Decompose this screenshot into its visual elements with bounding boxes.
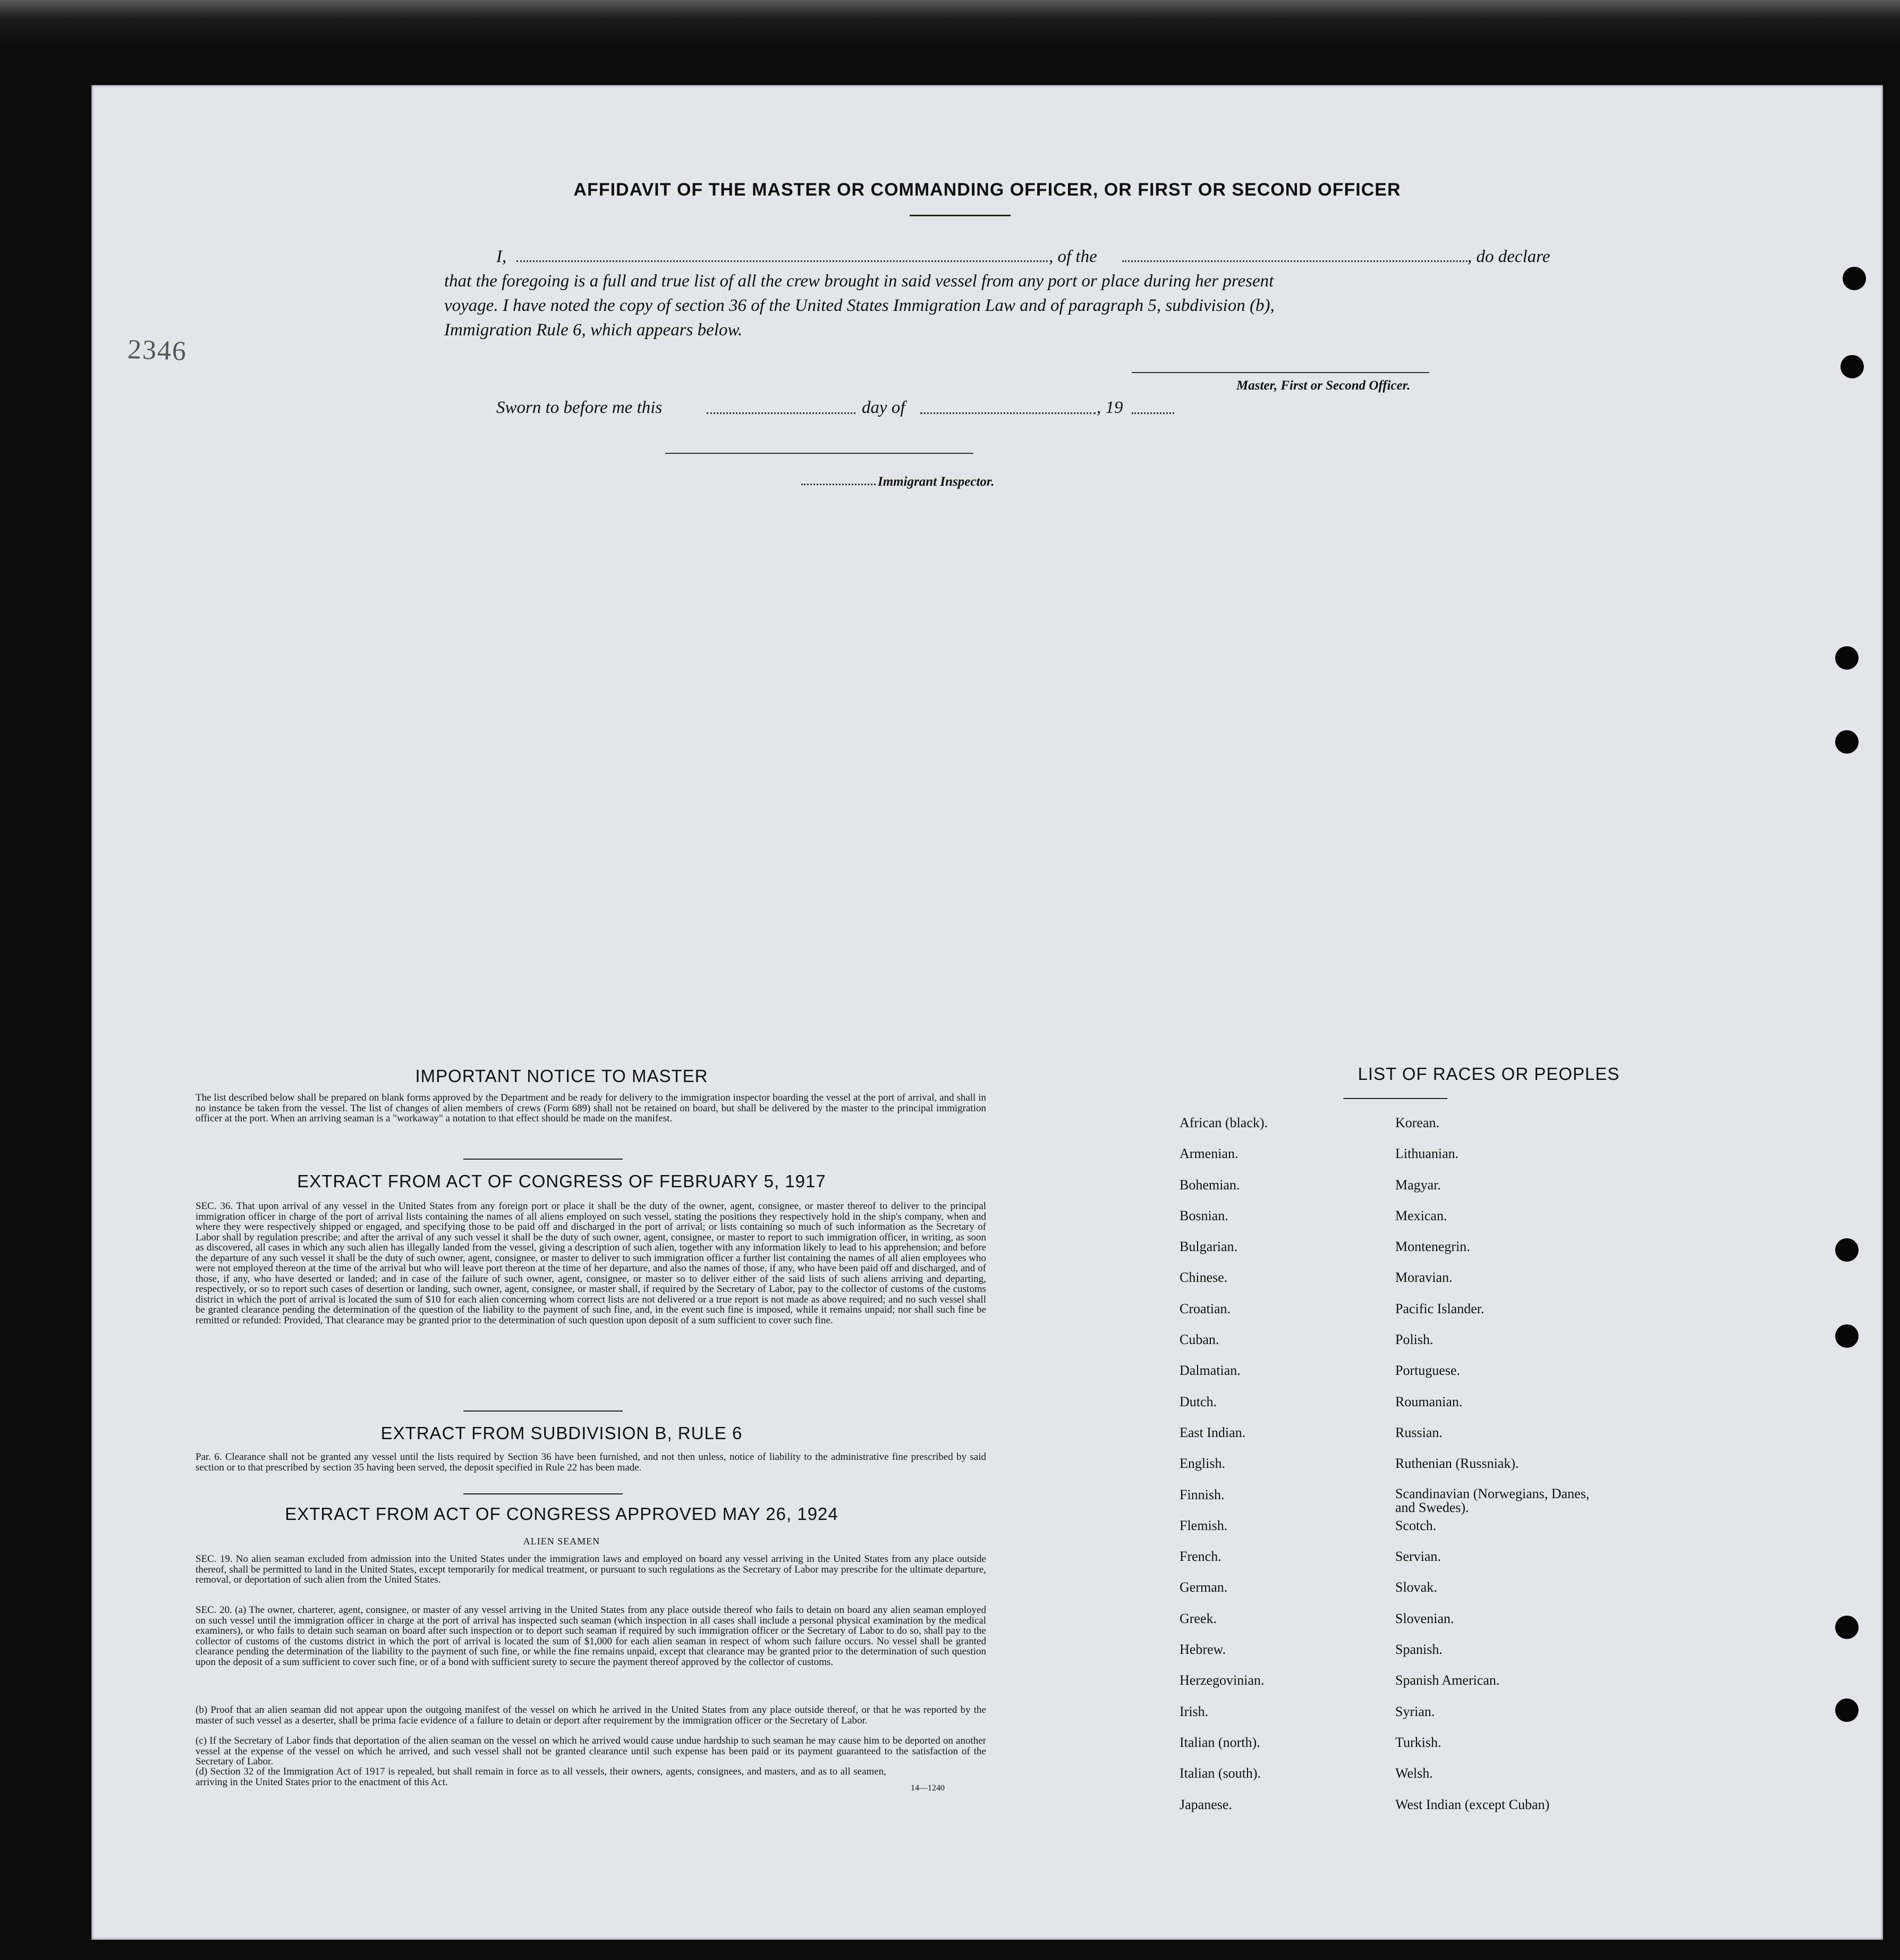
document-page <box>91 85 1883 1940</box>
affidavit-paragraph-line-2: voyage. I have noted the copy of section 36 of the United States Immigration Law and of paragraph 5, subdivision (b), <box>444 296 1275 315</box>
race-item: Bosnian. <box>1180 1207 1228 1223</box>
extract-1924-sec20b: (b) Proof that an alien seaman did not appear upon the outgoing manifest of the vessel on which he arrived in the United States from any place outside thereof, or that he was reported by the master of such vessel as a deserter, shall be prima facie evidence of a failure to detain or deport after requirement by the immigration officer or the Secretary of Labor. <box>196 1704 986 1726</box>
race-item: Scandinavian (Norwegians, Danes, and Swedes). <box>1395 1485 1590 1515</box>
race-item: West Indian (except Cuban) <box>1395 1796 1550 1812</box>
race-item: English. <box>1180 1456 1225 1472</box>
punch-hole-icon <box>1843 267 1866 290</box>
page-stamp: 2346 <box>127 334 188 367</box>
alien-seamen-subtitle: ALIEN SEAMEN <box>523 1536 600 1547</box>
affidavit-i-label: I, <box>496 247 507 266</box>
extract-1924-sec20a: SEC. 20. (a) The owner, charterer, agent, consignee, or master of any vessel arriving in the United States from any place outside thereof who fails to detain on board any alien seaman employed on such vessel until the immigration officer in charge at the port of arrival has inspected such seaman (which inspection in all cases shall include a personal physical examination by the medical examiners), or who fails to detain such seaman on board after such inspection or to deport such seaman if required by such immigration officer or the Secretary of Labor to do so, shall pay to the collector of customs of the customs district in which the port of arrival is located the sum of $1,000 for each alien seaman in respect of whom such failure occurs. No vessel shall be granted clearance pending the determination of the liability to the payment of such fine, or while the fine remains unpaid, except that clearance may be granted prior to the determination of such question upon the deposit of a sum sufficient to cover such fine, or of a bond with sufficient surety to secure the payment thereof approved by the collector of customs. <box>196 1604 986 1668</box>
punch-hole-icon <box>1835 1699 1859 1722</box>
race-item: Italian (south). <box>1180 1765 1261 1781</box>
race-item: Hebrew. <box>1180 1642 1226 1658</box>
extract-1924-sec20c: (c) If the Secretary of Labor finds that deportation of the alien seaman on the vessel on which he arrived would cause undue hardship to such seaman he may cause him to be deported on another vessel at the expense of the vessel on which he arrived, and such vessel shall not be granted clearance until such expense has been paid or its payment guaranteed to the satisfaction of the Secretary of Labor. <box>196 1735 986 1767</box>
race-item: Lithuanian. <box>1395 1146 1459 1162</box>
affidavit-title: AFFIDAVIT OF THE MASTER OR COMMANDING OFFICER, OR FIRST OR SECOND OFFICER <box>573 180 1401 200</box>
section-divider <box>463 1493 623 1494</box>
punch-hole-icon <box>1835 1616 1859 1639</box>
scanner-edge <box>0 0 1900 48</box>
race-item: Turkish. <box>1395 1734 1441 1750</box>
officer-signature-line <box>1132 372 1429 373</box>
race-item: Spanish American. <box>1395 1672 1500 1688</box>
race-item: Ruthenian (Russniak). <box>1395 1456 1519 1472</box>
race-item: Moravian. <box>1395 1270 1453 1286</box>
race-item: Flemish. <box>1180 1517 1228 1533</box>
officer-signature-caption: Master, First or Second Officer. <box>1236 378 1411 393</box>
affidavit-declare-label: , do declare <box>1468 247 1550 266</box>
race-item: Pacific Islander. <box>1395 1300 1485 1316</box>
section-divider <box>463 1410 623 1412</box>
race-item: Herzegovinian. <box>1180 1672 1265 1688</box>
notice-body: The list described below shall be prepared on blank forms approved by the Department and be ready for delivery to the immigration inspector boarding the vessel at the port of arrival, and shall in no instance be taken from the vessel. The list of changes of alien members of crews (Form 689) shall not be retained on board, but shall be delivered by the master to the principal immigration officer at the port. When an arriving seaman is a "workaway" a notation to that effect should be made on the manifest. <box>196 1092 986 1124</box>
race-item: Armenian. <box>1180 1146 1239 1162</box>
form-number: 14—1240 <box>911 1784 945 1793</box>
inspector-prefix-line <box>801 484 876 485</box>
extract-1917-title: EXTRACT FROM ACT OF CONGRESS OF FEBRUARY 5, 1917 <box>297 1171 826 1191</box>
race-item: Slovenian. <box>1395 1610 1454 1626</box>
race-item: Bohemian. <box>1180 1177 1240 1193</box>
affidavit-paragraph-line-1: that the foregoing is a full and true list of all the crew brought in said vessel from any port or place during her present <box>444 272 1274 291</box>
race-item: Magyar. <box>1395 1177 1441 1193</box>
races-title: LIST OF RACES OR PEOPLES <box>1358 1064 1620 1084</box>
race-item: Dalmatian. <box>1180 1363 1241 1379</box>
sworn-year-blank <box>1132 412 1174 414</box>
sworn-month-blank <box>920 412 1096 414</box>
race-item: Chinese. <box>1180 1270 1228 1286</box>
extract-1917-body: SEC. 36. That upon arrival of any vessel in the United States from any foreign port or place it shall be the duty of the owner, agent, consignee, or master thereof to deliver to the principal immigration officer in charge of the port of arrival lists containing the names of all aliens employed on such vessel, stating the positions they respectively hold in the ship's company, when and where they were respectively shipped or engaged, and specifying those to be paid off and discharged in the port of arrival; or lists containing so much of such information as the Secretary of Labor shall by regulation prescribe; and after the arrival of any such vessel it shall be the duty of such owner, agent, consignee, or master to report to such immigration officer, in writing, as soon as discovered, all cases in which any such alien has illegally landed from the vessel, giving a description of such alien, together with any information likely to lead to his apprehension; and before the departure of any such vessel it shall be the duty of such owner, agent, consignee, or master to deliver to such immigration officer a further list containing the names of all alien employees who were not employed thereon at the time of the arrival but who will leave port thereon at the time of her departure, and also the names of those, if any, who have been paid off and discharged, and of those, if any, who have deserted or landed; and in case of the failure of such owner, agent, consignee, or master so to deliver either of the said lists of such aliens arriving and departing, respectively, or so to report such cases of desertion or landing, such owner, agent, consignee, or master shall, if required by the Secretary of Labor, pay to the collector of customs of the customs district in which the port of arrival is located the sum of $10 for each alien concerning whom correct lists are not delivered or a true report is not made as above required; and no such vessel shall be granted clearance pending the determination of the question of the liability to the payment of such fine, and, in the event such fine is imposed, while it remains unpaid; nor shall such fine be remitted or refunded: Provided, That clearance may be granted prior to the determination of such question upon deposit of a sum sufficient to cover such fine. <box>196 1201 986 1326</box>
extract-1924-sec19: SEC. 19. No alien seaman excluded from admission into the United States under the immigration laws and employed on board any vessel arriving in the United States from any place outside thereof, shall be permitted to land in the United States, except temporarily for medical treatment, or pursuant to such regulations as the Secretary of Labor may prescribe for the ultimate departure, removal, or deportation of such alien from the United States. <box>196 1553 986 1585</box>
race-item: Japanese. <box>1180 1796 1232 1812</box>
sworn-day-blank <box>707 412 855 414</box>
punch-hole-icon <box>1835 730 1859 754</box>
race-item: East Indian. <box>1180 1424 1246 1440</box>
race-item: French. <box>1180 1549 1222 1565</box>
race-item: Dutch. <box>1180 1393 1217 1409</box>
subdivision-b-body: Par. 6. Clearance shall not be granted any vessel until the lists required by Section 36 have been furnished, and not then unless, notice of liability to the administrative fine prescribed by said section or to that prescribed by section 35 having been served, the deposit specified in Rule 22 has been made. <box>196 1451 986 1473</box>
sworn-day-of-label: day of <box>862 398 905 417</box>
race-item: Spanish. <box>1395 1642 1443 1658</box>
race-item: Irish. <box>1180 1703 1209 1719</box>
race-item: Polish. <box>1395 1332 1434 1348</box>
race-item: Croatian. <box>1180 1300 1231 1316</box>
notice-title: IMPORTANT NOTICE TO MASTER <box>415 1066 708 1086</box>
vessel-blank <box>1122 260 1468 262</box>
punch-hole-icon <box>1840 355 1864 378</box>
affidavit-of-the-label: , of the <box>1049 247 1097 266</box>
races-left-column <box>1180 1115 1381 1828</box>
sworn-year-label: , 19 <box>1097 398 1123 417</box>
subdivision-b-title: EXTRACT FROM SUBDIVISION B, RULE 6 <box>380 1423 743 1443</box>
sworn-label: Sworn to before me this <box>496 398 663 417</box>
race-item: African (black). <box>1180 1115 1268 1130</box>
race-item: Portuguese. <box>1395 1363 1461 1379</box>
race-item: Greek. <box>1180 1610 1217 1626</box>
race-item: Montenegrin. <box>1395 1239 1470 1255</box>
race-item: Bulgarian. <box>1180 1239 1238 1255</box>
extract-1924-title: EXTRACT FROM ACT OF CONGRESS APPROVED MAY 26, 1924 <box>285 1504 838 1524</box>
punch-hole-icon <box>1835 1324 1859 1348</box>
race-item: Cuban. <box>1180 1332 1219 1348</box>
race-item: Mexican. <box>1395 1207 1447 1223</box>
race-item: Slovak. <box>1395 1579 1437 1595</box>
race-item: Korean. <box>1395 1115 1440 1130</box>
race-item: German. <box>1180 1579 1228 1595</box>
extract-1924-sec20d: (d) Section 32 of the Immigration Act of 1917 is repealed, but shall remain in force as to all vessels, their owners, agents, consignees, and masters, and as to all seamen, arriving in the United States prior to the enactment of this Act. <box>196 1766 886 1788</box>
section-divider <box>463 1159 623 1160</box>
race-item: Scotch. <box>1395 1517 1437 1533</box>
name-blank <box>516 260 1048 262</box>
title-divider <box>910 215 1011 216</box>
punch-hole-icon <box>1835 1238 1859 1262</box>
race-item: Italian (north). <box>1180 1734 1260 1750</box>
races-right-column <box>1395 1115 1597 1828</box>
race-item: Roumanian. <box>1395 1393 1463 1409</box>
races-divider <box>1343 1098 1447 1099</box>
race-item: Finnish. <box>1180 1486 1225 1502</box>
race-item: Russian. <box>1395 1424 1443 1440</box>
race-item: Servian. <box>1395 1549 1441 1565</box>
race-item: Syrian. <box>1395 1703 1435 1719</box>
inspector-caption: Immigrant Inspector. <box>878 475 995 489</box>
affidavit-paragraph-line-3: Immigration Rule 6, which appears below. <box>444 320 743 340</box>
punch-hole-icon <box>1835 646 1859 670</box>
inspector-signature-line <box>665 453 973 454</box>
race-item: Welsh. <box>1395 1765 1433 1781</box>
